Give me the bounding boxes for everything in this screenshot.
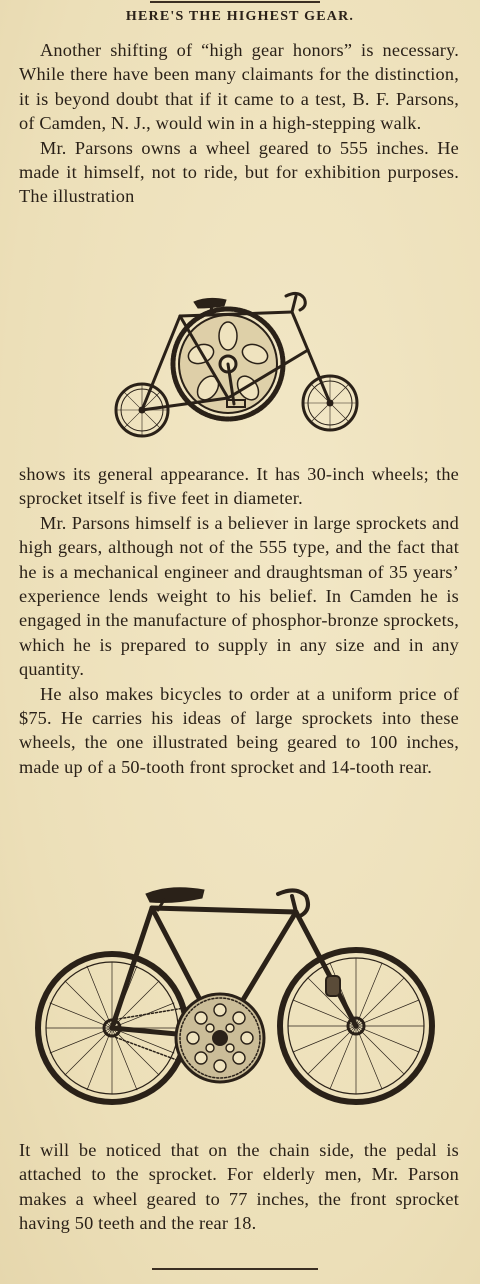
paragraph: Another shifting of “high gear honors” is necessary. While there have been many claimants for the distinction, it is beyond doubt that if it came to a test, B. F. Parsons, of Camden, N. J., would win in a high-stepping walk.	[19, 40, 459, 134]
article-text-bottom	[19, 1138, 459, 1236]
bottom-rule	[152, 1268, 318, 1270]
article-text-top	[19, 38, 459, 209]
paragraph: He also makes bicycles to order at a uniform price of $75. He carries his ideas of large sprockets into these wheels, the one illustrated being geared to 100 inches, made up of a 50-tooth front sprocket and 14-tooth rear.	[19, 683, 459, 777]
article-text-middle	[19, 462, 459, 779]
paragraph: shows its general appearance. It has 30-inch wheels; the sprocket itself is five feet in diameter.	[19, 464, 459, 509]
large-sprocket-bicycle-illustration	[34, 880, 438, 1120]
top-rule	[150, 1, 320, 3]
paragraph: It will be noticed that on the chain side, the pedal is attached to the sprocket. For elderly men, Mr. Parson makes a wheel geared to 77 inches, the front sprocket having 50 teeth and the rear 18.	[19, 1140, 459, 1234]
giant-sprocket-bicycle-illustration	[110, 288, 360, 443]
paragraph: Mr. Parsons owns a wheel geared to 555 inches. He made it himself, not to ride, but for exhibition purposes. The illustration	[19, 137, 459, 207]
paragraph: Mr. Parsons himself is a believer in large sprockets and high gears, although not of the 555 type, and the fact that he is a mechanical engineer and draughtsman of 35 years’ experience lends weight to his belief. In Camden he is engaged in the manufacture of phosphor-bronze sprockets, which he is prepared to supply in any size and in any quantity.	[19, 512, 459, 680]
article-title: HERE'S THE HIGHEST GEAR.	[125, 9, 355, 24]
